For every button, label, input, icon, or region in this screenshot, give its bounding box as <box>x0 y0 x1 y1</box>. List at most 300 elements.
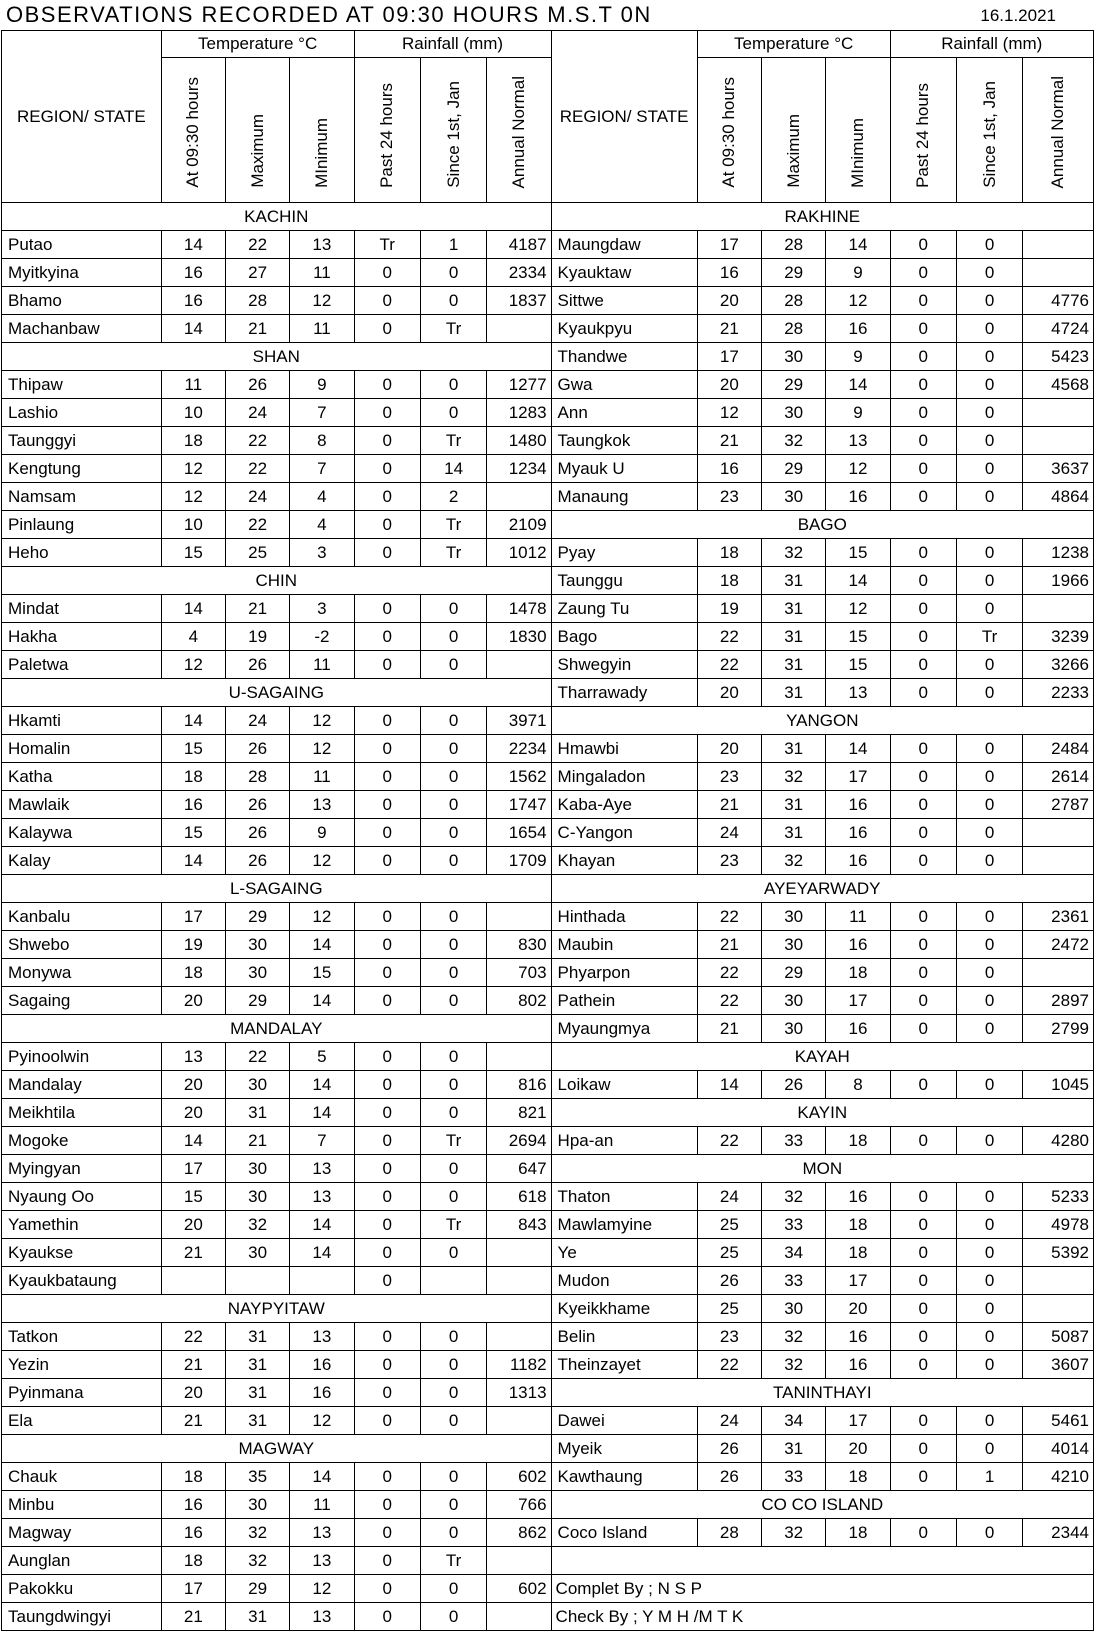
temp-min: 16 <box>826 1351 890 1379</box>
rain-24h: 0 <box>890 931 956 959</box>
rain-since-jan: 0 <box>420 707 486 735</box>
temp-min: 13 <box>290 1519 354 1547</box>
rain-24h: 0 <box>890 763 956 791</box>
temp-min: 16 <box>826 1323 890 1351</box>
rain-since-jan: 0 <box>956 1519 1022 1547</box>
rain-since-jan: Tr <box>956 623 1022 651</box>
region-name: Hkamti <box>2 707 162 735</box>
annual-normal: 1747 <box>487 791 551 819</box>
region-name: Thaton <box>551 1183 697 1211</box>
annual-normal <box>1023 399 1094 427</box>
temp-0930: 16 <box>697 455 761 483</box>
temp-0930: 13 <box>161 1043 225 1071</box>
rain-24h: 0 <box>890 735 956 763</box>
rain-since-jan: 0 <box>956 343 1022 371</box>
report-header <box>0 0 1096 30</box>
rain-24h: 0 <box>890 1015 956 1043</box>
temp-max: 30 <box>762 931 826 959</box>
rain-since-jan: 0 <box>956 1267 1022 1295</box>
temp-0930: 21 <box>161 1603 225 1631</box>
temp-min: 12 <box>290 1575 354 1603</box>
rain-since-jan: 0 <box>420 1603 486 1631</box>
temp-0930: 15 <box>161 539 225 567</box>
rain-24h: 0 <box>354 539 420 567</box>
rain-24h: 0 <box>354 259 420 287</box>
region-name: Hmawbi <box>551 735 697 763</box>
temp-max: 30 <box>225 1071 289 1099</box>
temp-min: 14 <box>290 1071 354 1099</box>
section-header: KAYIN <box>551 1099 1093 1127</box>
annual-normal: 821 <box>487 1099 551 1127</box>
temp-min: 16 <box>826 791 890 819</box>
table-row <box>2 1099 1094 1127</box>
table-row <box>2 1071 1094 1099</box>
temperature-header-left: Temperature °C <box>161 31 354 58</box>
temp-min: 15 <box>826 539 890 567</box>
rain-24h: 0 <box>890 315 956 343</box>
temp-0930: 10 <box>161 511 225 539</box>
temp-max: 31 <box>225 1323 289 1351</box>
annual-normal: 4568 <box>1023 371 1094 399</box>
temp-min: 18 <box>826 1463 890 1491</box>
temp-min: 9 <box>826 399 890 427</box>
annual-normal: 4776 <box>1023 287 1094 315</box>
table-row <box>2 1435 1094 1463</box>
temp-min: 3 <box>290 595 354 623</box>
rain-24h: 0 <box>354 455 420 483</box>
region-name: Namsam <box>2 483 162 511</box>
annual-normal <box>1023 847 1094 875</box>
rain-24h: 0 <box>354 371 420 399</box>
temp-0930: 10 <box>161 399 225 427</box>
region-name: Putao <box>2 231 162 259</box>
rain-since-jan: 0 <box>956 679 1022 707</box>
temp-min: 7 <box>290 399 354 427</box>
temp-0930: 14 <box>697 1071 761 1099</box>
rain-since-jan: 0 <box>420 623 486 651</box>
table-row <box>2 1267 1094 1295</box>
temp-0930: 20 <box>161 1379 225 1407</box>
region-name: Gwa <box>551 371 697 399</box>
col-header-since-jan: Since 1st, Jan <box>420 58 486 203</box>
region-name: Kanbalu <box>2 903 162 931</box>
temp-max: 35 <box>225 1463 289 1491</box>
table-row <box>2 1155 1094 1183</box>
rain-24h: 0 <box>354 1267 420 1295</box>
temp-max: 32 <box>225 1519 289 1547</box>
rain-24h: 0 <box>354 959 420 987</box>
rain-24h: 0 <box>354 1491 420 1519</box>
temp-0930: 18 <box>697 539 761 567</box>
section-header: NAYPYITAW <box>2 1295 552 1323</box>
table-row <box>2 1407 1094 1435</box>
rain-since-jan: 1 <box>956 1463 1022 1491</box>
rain-since-jan: 0 <box>420 987 486 1015</box>
table-row <box>2 315 1094 343</box>
rain-since-jan: 0 <box>420 259 486 287</box>
report-date: 16.1.2021 <box>980 6 1056 25</box>
rain-24h: 0 <box>890 427 956 455</box>
temp-min: 13 <box>290 1547 354 1575</box>
table-row <box>2 1547 1094 1575</box>
temp-0930: 18 <box>161 1463 225 1491</box>
temp-max: 29 <box>762 259 826 287</box>
table-row <box>2 1239 1094 1267</box>
annual-normal: 4280 <box>1023 1127 1094 1155</box>
rain-24h: 0 <box>890 1127 956 1155</box>
temp-max: 29 <box>225 903 289 931</box>
table-row <box>2 1183 1094 1211</box>
temp-0930: 23 <box>697 763 761 791</box>
col-header-at-0930: At 09:30 hours <box>697 58 761 203</box>
temp-max: 28 <box>762 315 826 343</box>
region-name: Hakha <box>2 623 162 651</box>
annual-normal: 2233 <box>1023 679 1094 707</box>
rain-24h: 0 <box>890 1519 956 1547</box>
rain-since-jan: 0 <box>956 847 1022 875</box>
temp-min: 13 <box>290 791 354 819</box>
rain-since-jan: 0 <box>956 1183 1022 1211</box>
temp-0930: 16 <box>161 1519 225 1547</box>
temp-min: 12 <box>826 455 890 483</box>
empty-cell <box>551 1547 1093 1575</box>
temp-min: 12 <box>826 595 890 623</box>
temp-max: 33 <box>762 1463 826 1491</box>
rain-since-jan: 0 <box>420 595 486 623</box>
annual-normal <box>487 1603 551 1631</box>
table-row <box>2 651 1094 679</box>
rain-24h: 0 <box>890 1463 956 1491</box>
temp-0930: 17 <box>161 1155 225 1183</box>
temp-max: 32 <box>225 1211 289 1239</box>
temp-0930: 14 <box>161 707 225 735</box>
table-row <box>2 287 1094 315</box>
section-header: YANGON <box>551 707 1093 735</box>
region-name: Theinzayet <box>551 1351 697 1379</box>
rain-since-jan: 0 <box>956 763 1022 791</box>
temperature-header-right: Temperature °C <box>697 31 890 58</box>
rain-since-jan: 0 <box>956 1127 1022 1155</box>
rain-24h: 0 <box>354 1155 420 1183</box>
annual-normal: 3239 <box>1023 623 1094 651</box>
temp-0930: 21 <box>697 931 761 959</box>
annual-normal: 2109 <box>487 511 551 539</box>
table-row <box>2 427 1094 455</box>
annual-normal: 1837 <box>487 287 551 315</box>
rain-24h: Tr <box>354 231 420 259</box>
table-row <box>2 595 1094 623</box>
temp-min: 12 <box>826 287 890 315</box>
temp-min: 12 <box>290 735 354 763</box>
temp-max: 31 <box>225 1099 289 1127</box>
rain-since-jan: 0 <box>956 735 1022 763</box>
rainfall-header-right: Rainfall (mm) <box>890 31 1093 58</box>
temp-min: 9 <box>826 343 890 371</box>
temp-0930: 12 <box>161 651 225 679</box>
temp-max: 26 <box>225 735 289 763</box>
region-name: Mawlaik <box>2 791 162 819</box>
rain-24h: 0 <box>354 1323 420 1351</box>
region-name: Kyeikkhame <box>551 1295 697 1323</box>
annual-normal <box>487 1239 551 1267</box>
rain-since-jan: 0 <box>956 903 1022 931</box>
observations-table <box>1 30 1094 1631</box>
rain-24h: 0 <box>890 959 956 987</box>
region-name: Mingaladon <box>551 763 697 791</box>
annual-normal: 4014 <box>1023 1435 1094 1463</box>
temp-min: 13 <box>826 679 890 707</box>
temp-0930: 14 <box>161 315 225 343</box>
temp-0930: 24 <box>697 1183 761 1211</box>
region-name: Pyinoolwin <box>2 1043 162 1071</box>
rain-24h: 0 <box>354 399 420 427</box>
rain-since-jan: 0 <box>956 1211 1022 1239</box>
table-row <box>2 1491 1094 1519</box>
temp-0930: 12 <box>697 399 761 427</box>
region-name: Kalay <box>2 847 162 875</box>
region-name: Kyaukpyu <box>551 315 697 343</box>
temp-0930: 21 <box>161 1239 225 1267</box>
rain-24h: 0 <box>354 763 420 791</box>
temp-min: 20 <box>826 1295 890 1323</box>
col-header-past-24h: Past 24 hours <box>890 58 956 203</box>
rain-since-jan <box>420 1267 486 1295</box>
region-name: Sagaing <box>2 987 162 1015</box>
annual-normal: 1012 <box>487 539 551 567</box>
rain-24h: 0 <box>354 903 420 931</box>
annual-normal: 1277 <box>487 371 551 399</box>
rain-since-jan: Tr <box>420 1127 486 1155</box>
temp-min: 9 <box>826 259 890 287</box>
annual-normal: 647 <box>487 1155 551 1183</box>
temp-min: 14 <box>826 231 890 259</box>
region-name: Minbu <box>2 1491 162 1519</box>
temp-min: 17 <box>826 763 890 791</box>
rain-24h: 0 <box>890 1407 956 1435</box>
section-header: CHIN <box>2 567 552 595</box>
rain-since-jan: 0 <box>420 1239 486 1267</box>
rain-24h: 0 <box>890 567 956 595</box>
temp-0930: 12 <box>161 483 225 511</box>
temp-max: 31 <box>762 735 826 763</box>
region-name: Myauk U <box>551 455 697 483</box>
rain-since-jan: 0 <box>956 1015 1022 1043</box>
rain-since-jan: 0 <box>956 1295 1022 1323</box>
rain-since-jan: 0 <box>420 847 486 875</box>
annual-normal: 1238 <box>1023 539 1094 567</box>
region-name: Shwegyin <box>551 651 697 679</box>
table-row <box>2 819 1094 847</box>
table-row <box>2 511 1094 539</box>
temp-max: 34 <box>762 1407 826 1435</box>
region-name: Shwebo <box>2 931 162 959</box>
temp-max: 25 <box>225 539 289 567</box>
annual-normal: 618 <box>487 1183 551 1211</box>
col-header-maximum: Maximum <box>762 58 826 203</box>
temp-min: 16 <box>826 315 890 343</box>
annual-normal: 3637 <box>1023 455 1094 483</box>
temp-max: 32 <box>225 1547 289 1575</box>
annual-normal <box>1023 959 1094 987</box>
temp-min: 8 <box>826 1071 890 1099</box>
rain-since-jan: 0 <box>956 399 1022 427</box>
rain-24h: 0 <box>354 735 420 763</box>
temp-0930: 4 <box>161 623 225 651</box>
table-row <box>2 343 1094 371</box>
region-name: Myeik <box>551 1435 697 1463</box>
rain-since-jan: 0 <box>420 1183 486 1211</box>
rain-24h: 0 <box>890 399 956 427</box>
temp-0930: 14 <box>161 847 225 875</box>
annual-normal: 2614 <box>1023 763 1094 791</box>
temp-max: 29 <box>762 371 826 399</box>
temp-max: 33 <box>762 1127 826 1155</box>
table-row <box>2 959 1094 987</box>
annual-normal <box>487 315 551 343</box>
temp-0930: 20 <box>161 1099 225 1127</box>
table-row <box>2 1519 1094 1547</box>
temp-min: 12 <box>290 1407 354 1435</box>
rain-24h: 0 <box>890 483 956 511</box>
region-name: Sittwe <box>551 287 697 315</box>
temp-min: 11 <box>290 1491 354 1519</box>
region-name: Myingyan <box>2 1155 162 1183</box>
temp-min: 14 <box>290 1099 354 1127</box>
temp-0930: 16 <box>161 259 225 287</box>
temp-min: 13 <box>290 231 354 259</box>
section-header: BAGO <box>551 511 1093 539</box>
rain-since-jan: 0 <box>420 1519 486 1547</box>
temp-0930: 18 <box>161 427 225 455</box>
rain-24h: 0 <box>354 1211 420 1239</box>
temp-0930: 20 <box>697 735 761 763</box>
temp-min: -2 <box>290 623 354 651</box>
region-name: Pyinmana <box>2 1379 162 1407</box>
temp-max: 33 <box>762 1211 826 1239</box>
rain-24h: 0 <box>890 1435 956 1463</box>
rain-24h: 0 <box>890 231 956 259</box>
temp-max: 29 <box>762 455 826 483</box>
temp-max: 22 <box>225 1043 289 1071</box>
temp-0930: 24 <box>697 1407 761 1435</box>
rain-24h: 0 <box>890 343 956 371</box>
temp-0930: 14 <box>161 1127 225 1155</box>
rain-since-jan: 0 <box>956 791 1022 819</box>
rain-24h: 0 <box>890 1351 956 1379</box>
temp-min: 12 <box>290 287 354 315</box>
rain-since-jan: 0 <box>956 651 1022 679</box>
temp-min: 17 <box>826 1267 890 1295</box>
temp-min: 16 <box>826 1015 890 1043</box>
rain-24h: 0 <box>354 819 420 847</box>
temp-max: 31 <box>225 1351 289 1379</box>
region-name: Belin <box>551 1323 697 1351</box>
region-name: Ye <box>551 1239 697 1267</box>
temp-0930: 20 <box>697 287 761 315</box>
annual-normal: 1480 <box>487 427 551 455</box>
temp-min: 16 <box>290 1379 354 1407</box>
temp-max: 26 <box>225 819 289 847</box>
table-row <box>2 231 1094 259</box>
annual-normal <box>487 1407 551 1435</box>
table-row <box>2 259 1094 287</box>
rain-since-jan: 0 <box>956 1323 1022 1351</box>
rain-since-jan: Tr <box>420 1211 486 1239</box>
annual-normal <box>1023 427 1094 455</box>
temp-max: 29 <box>762 959 826 987</box>
region-name: Heho <box>2 539 162 567</box>
region-name: Khayan <box>551 847 697 875</box>
region-name: Mudon <box>551 1267 697 1295</box>
rain-24h: 0 <box>354 1351 420 1379</box>
rain-24h: 0 <box>354 707 420 735</box>
temp-max: 22 <box>225 231 289 259</box>
temp-min: 11 <box>826 903 890 931</box>
rain-24h: 0 <box>354 987 420 1015</box>
region-name: Magway <box>2 1519 162 1547</box>
rain-since-jan: 0 <box>420 1043 486 1071</box>
rain-24h: 0 <box>890 455 956 483</box>
rain-24h: 0 <box>354 1603 420 1631</box>
region-name: Mandalay <box>2 1071 162 1099</box>
region-name: Kyaukbataung <box>2 1267 162 1295</box>
rain-since-jan: 0 <box>956 455 1022 483</box>
annual-normal <box>1023 259 1094 287</box>
annual-normal: 766 <box>487 1491 551 1519</box>
region-name: Chauk <box>2 1463 162 1491</box>
region-name: Yezin <box>2 1351 162 1379</box>
region-name: Hinthada <box>551 903 697 931</box>
annual-normal: 5392 <box>1023 1239 1094 1267</box>
temp-0930: 14 <box>161 231 225 259</box>
region-name: Zaung Tu <box>551 595 697 623</box>
rain-24h: 0 <box>354 1099 420 1127</box>
annual-normal <box>487 1043 551 1071</box>
region-name: Taungdwingyi <box>2 1603 162 1631</box>
temp-max: 32 <box>762 427 826 455</box>
temp-min: 14 <box>290 931 354 959</box>
section-header: TANINTHAYI <box>551 1379 1093 1407</box>
rain-since-jan: 0 <box>420 1099 486 1127</box>
annual-normal: 2344 <box>1023 1519 1094 1547</box>
rain-24h: 0 <box>890 623 956 651</box>
region-name: Pinlaung <box>2 511 162 539</box>
section-header: MON <box>551 1155 1093 1183</box>
annual-normal <box>1023 595 1094 623</box>
temp-min: 16 <box>826 1183 890 1211</box>
temp-0930: 21 <box>161 1407 225 1435</box>
table-row <box>2 399 1094 427</box>
rainfall-header-left: Rainfall (mm) <box>354 31 551 58</box>
rain-since-jan: 0 <box>956 427 1022 455</box>
rain-since-jan: 0 <box>956 231 1022 259</box>
table-row <box>2 567 1094 595</box>
region-name: Katha <box>2 763 162 791</box>
temp-0930: 22 <box>697 959 761 987</box>
temp-min: 14 <box>826 567 890 595</box>
temp-0930 <box>161 1267 225 1295</box>
section-header: AYEYARWADY <box>551 875 1093 903</box>
region-name: Taunggu <box>551 567 697 595</box>
rain-24h: 0 <box>354 651 420 679</box>
temp-max: 26 <box>225 371 289 399</box>
temp-max: 31 <box>225 1603 289 1631</box>
rain-since-jan: 0 <box>420 399 486 427</box>
table-row <box>2 1463 1094 1491</box>
temp-min: 11 <box>290 315 354 343</box>
temp-min: 14 <box>290 1463 354 1491</box>
region-name: Taungkok <box>551 427 697 455</box>
